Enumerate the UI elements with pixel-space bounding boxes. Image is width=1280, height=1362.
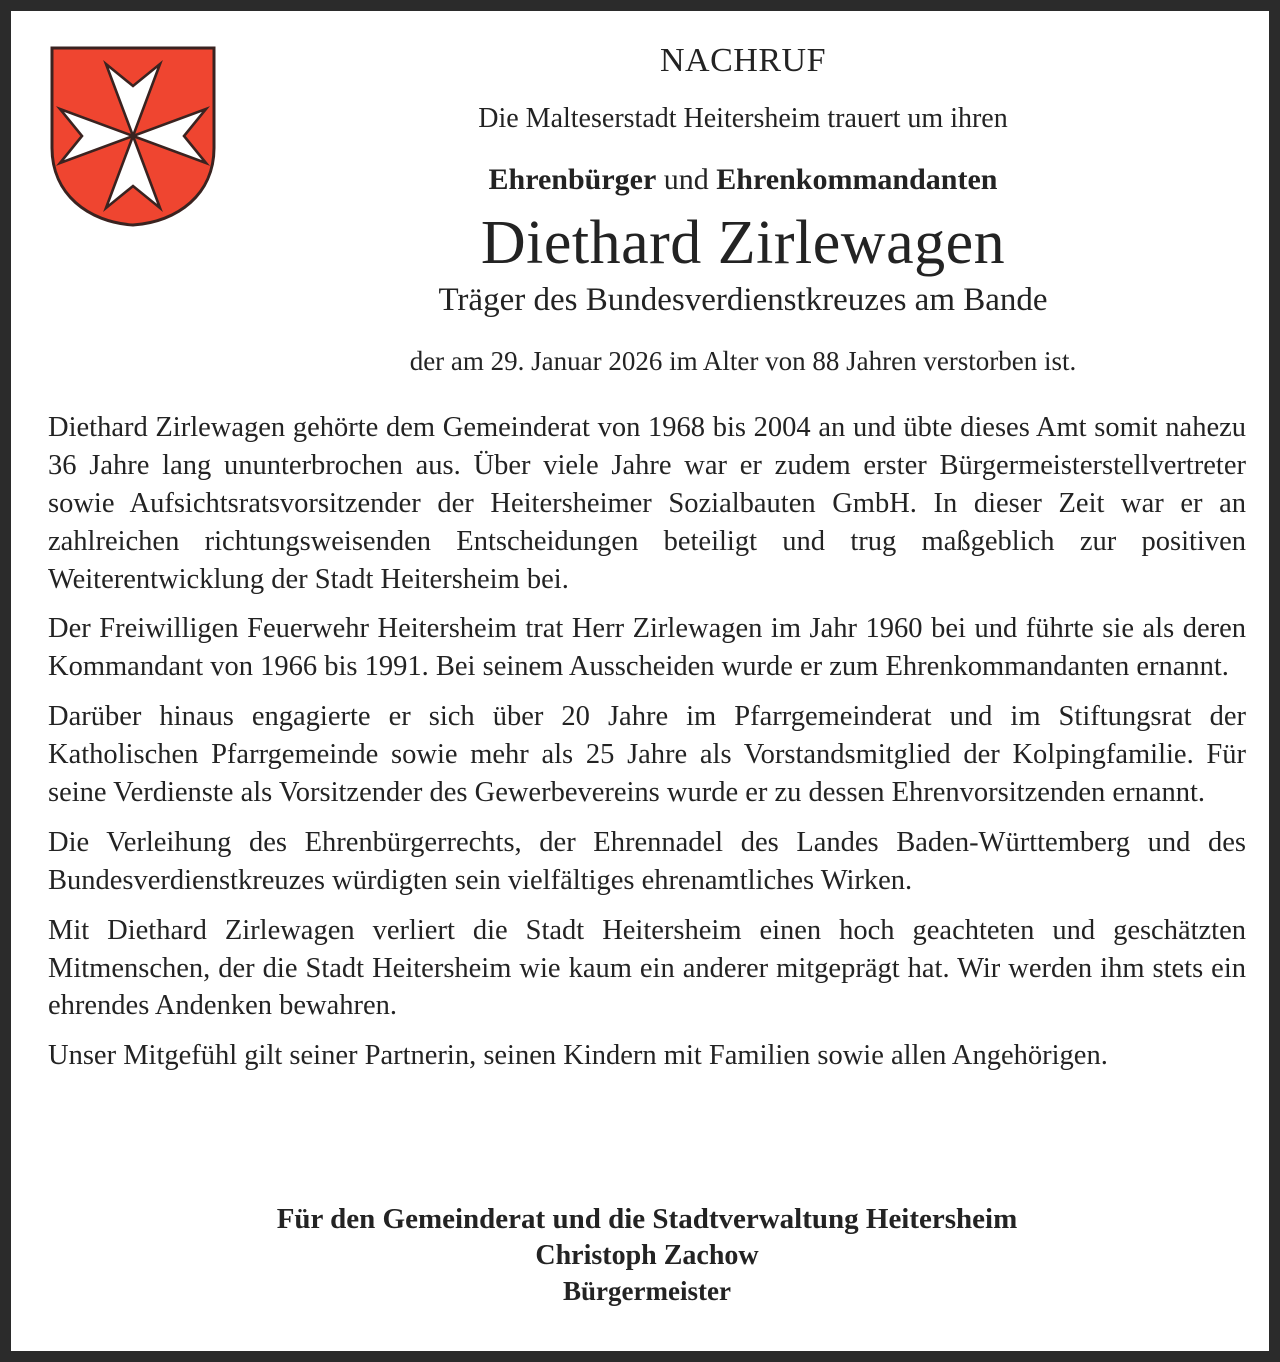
coat-of-arms-icon: [48, 44, 218, 229]
obituary-notice: [11, 11, 1269, 1351]
signature-organisation: Für den Gemeinderat und die Stadtverwaltung Heitersheim: [276, 1203, 1018, 1235]
death-date-line: der am 29. Januar 2026 im Alter von 88 Jahren verstorben ist.: [409, 345, 1077, 376]
honorary-role-primary: Ehrenbürger: [488, 162, 657, 196]
body-paragraph: Unser Mitgefühl gilt seiner Partnerin, seinen Kindern mit Familien sowie allen Angehörigen.: [48, 1040, 1108, 1072]
body-paragraph: Darüber hinaus engagierte er sich über 20 Jahre im Pfarrgemeinderat und im Stiftungsrat der Katholischen Pfarrgemeinde sowie mehr als 25 Jahre als Vorstandsmitglied der Kolpingfamilie. Für seine Verdienste als Vorsitzender des Gewerbevereins wurde er zu dessen Ehrenvorsitzenden ernannt.: [48, 701, 1246, 809]
body-paragraph: Der Freiwilligen Feuerwehr Heitersheim trat Herr Zirlewagen im Jahr 1960 bei und führte sie als deren Kommandant von 1966 bis 1991. Bei seinem Ausscheiden wurde er zum Ehrenkommandanten ernannt.: [48, 613, 1246, 683]
roles-conjunction: [656, 163, 664, 196]
honorary-role-secondary: Ehrenkommandanten: [716, 162, 998, 196]
header-text-block: [241, 41, 1245, 377]
signature-block: [48, 1201, 1246, 1308]
notice-heading: NACHRUF: [660, 42, 826, 79]
body-paragraph: Die Verleihung des Ehrenbürgerrechts, der Ehrennadel des Landes Baden-Württemberg und des Bundesverdienstkreuzes würdigten sein vielfältiges ehrenamtliches Wirken.: [48, 826, 1246, 896]
body-paragraph: Mit Diethard Zirlewagen verliert die Stadt Heitersheim einen hoch geachteten und geschätzten Mitmenschen, der die Stadt Heitersheim wie kaum ein anderer mitgeprägt hat. Wir werden ihm stets ein ehrendes Andenken bewahren.: [48, 914, 1246, 1022]
notice-header: [11, 11, 1269, 401]
order-of-merit-line: Träger des Bundesverdienstkreuzes am Bande: [438, 281, 1048, 318]
mourning-line: Die Malteserstadt Heitersheim trauert um ihren: [478, 103, 1008, 135]
deceased-name: Diethard Zirlewagen: [480, 208, 1006, 277]
roles-conjunction-word: und: [663, 162, 709, 196]
honorary-roles-line: [241, 162, 1245, 198]
body-paragraph: Diethard Zirlewagen gehörte dem Gemeinderat von 1968 bis 2004 an und übte dieses Amt somit nahezu 36 Jahre lang ununterbrochen aus. Über viele Jahre war er zudem erster Bürgermeisterstellvertreter sowie Aufsichtsratsvorsitzender der Heitersheimer Sozialbauten GmbH. In dieser Zeit war er an zahlreichen richtungsweisenden Entscheidungen beteiligt und trug maßgeblich zur positiven Weiterentwicklung der Stadt Heitersheim bei.: [48, 412, 1246, 595]
signature-role: Bürgermeister: [563, 1275, 731, 1306]
notice-body: [48, 409, 1246, 1075]
signature-name: Christoph Zachow: [535, 1240, 759, 1272]
